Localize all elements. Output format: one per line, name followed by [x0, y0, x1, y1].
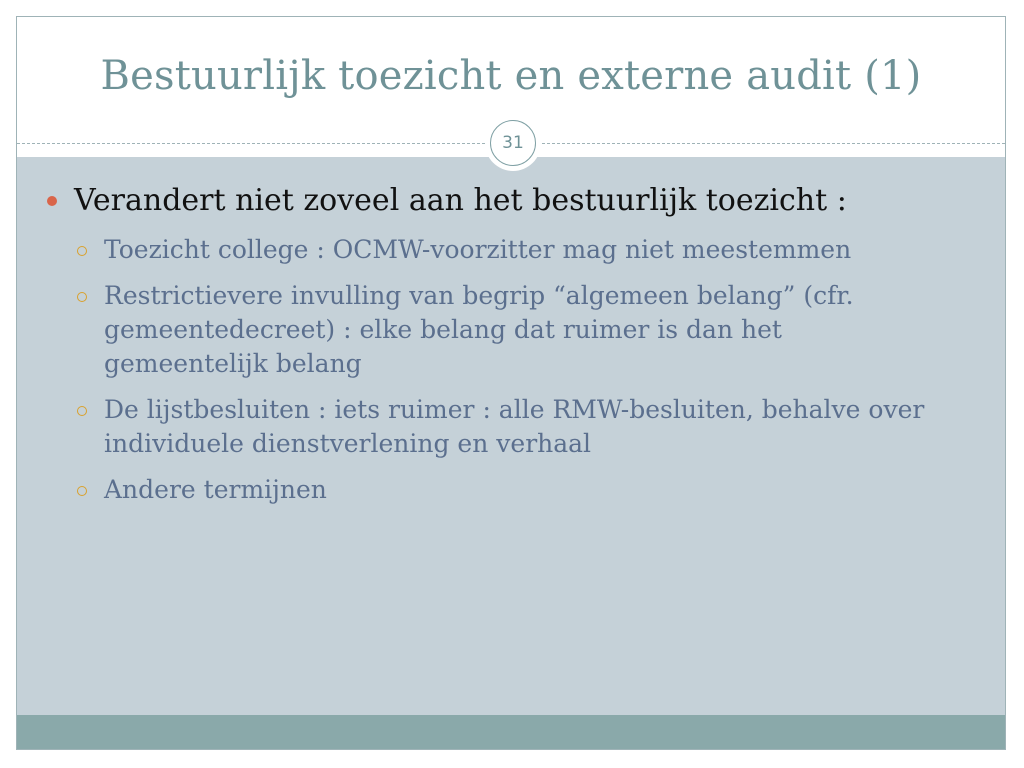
- bullet-ring-icon: [77, 406, 87, 416]
- slide-content: [47, 177, 967, 519]
- sub-bullet-text: Restrictievere invulling van begrip “algemeen belang” (cfr. gemeentedecreet) : elke belang dat ruimer is dan het gemeentelijk belang: [104, 281, 854, 378]
- sub-bullet-list: [47, 233, 967, 507]
- sub-bullet: [77, 473, 967, 507]
- sub-bullet-text: Andere termijnen: [104, 475, 327, 504]
- bullet-dot-icon: [47, 196, 57, 206]
- page-number: 31: [490, 120, 536, 166]
- sub-bullet-text: De lijstbesluiten : iets ruimer : alle RMW-besluiten, behalve over individuele dienstverlening en verhaal: [104, 395, 925, 458]
- main-bullet: [47, 177, 967, 225]
- sub-bullet: [77, 393, 967, 461]
- bullet-ring-icon: [77, 292, 87, 302]
- page-number-badge: [485, 115, 541, 171]
- sub-bullet: [77, 233, 967, 267]
- bullet-ring-icon: [77, 486, 87, 496]
- sub-bullet: [77, 279, 967, 381]
- main-bullet-text: Verandert niet zoveel aan het bestuurlijk toezicht :: [74, 183, 847, 218]
- slide: [16, 16, 1006, 750]
- footer-band: [17, 715, 1005, 749]
- bullet-ring-icon: [77, 246, 87, 256]
- sub-bullet-text: Toezicht college : OCMW-voorzitter mag niet meestemmen: [104, 235, 852, 264]
- slide-title: Bestuurlijk toezicht en externe audit (1): [100, 53, 922, 99]
